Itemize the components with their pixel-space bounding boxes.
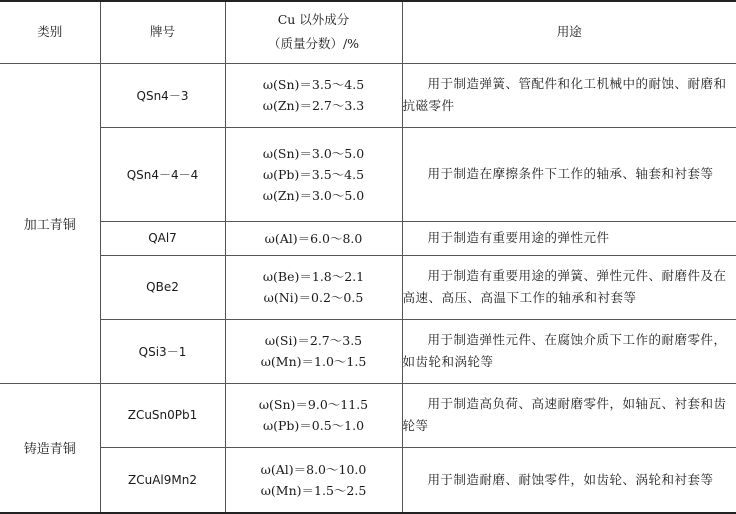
- composition-line: ω(Mn)＝1.5～2.5: [260, 482, 367, 498]
- use-cell: 用于制造弹簧、管配件和化工机械中的耐蚀、耐磨和抗磁零件: [402, 63, 736, 127]
- composition-cell: [225, 319, 402, 383]
- grade-cell: QAl7: [100, 221, 225, 255]
- header-composition: [225, 1, 402, 63]
- composition-line: ω(Zn)＝2.7～3.3: [262, 98, 365, 113]
- table-row: [0, 221, 736, 255]
- grade-cell: QSi3－1: [100, 319, 225, 383]
- header-composition-line2: （质量分数）/%: [267, 36, 360, 52]
- category-cell: 加工青铜: [0, 63, 100, 383]
- grade-cell: QSn4－4－4: [100, 127, 225, 221]
- grade-cell: QSn4－3: [100, 63, 225, 127]
- composition-cell: [225, 383, 402, 447]
- composition-line: ω(Pb)＝0.5～1.0: [262, 418, 365, 433]
- header-row: [0, 1, 736, 63]
- composition-line: ω(Zn)＝3.0～5.0: [262, 187, 365, 203]
- grade-cell: QBe2: [100, 255, 225, 319]
- composition-line: ω(Al)＝6.0～8.0: [264, 230, 363, 246]
- composition-cell: [225, 127, 402, 221]
- header-category: 类别: [0, 1, 100, 63]
- composition-line: ω(Sn)＝9.0～11.5: [258, 397, 369, 412]
- table-row: [0, 255, 736, 319]
- use-cell: 用于制造耐磨、耐蚀零件，如齿轮、涡轮和衬套等: [402, 447, 736, 513]
- composition-line: ω(Mn)＝1.0～1.5: [260, 354, 367, 369]
- use-cell: 用于制造有重要用途的弹簧、弹性元件、耐磨件及在高速、高压、高温下工作的轴承和衬套等: [402, 255, 736, 319]
- composition-cell: [225, 63, 402, 127]
- composition-cell: [225, 447, 402, 513]
- use-cell: 用于制造高负荷、高速耐磨零件，如轴瓦、衬套和齿轮等: [402, 383, 736, 447]
- composition-cell: [225, 255, 402, 319]
- composition-line: ω(Pb)＝3.5～4.5: [262, 166, 365, 182]
- table-row: [0, 319, 736, 383]
- header-composition-line1: Cu 以外成分: [277, 12, 350, 28]
- composition-line: ω(Sn)＝3.0～5.0: [262, 145, 365, 161]
- table-row: [0, 127, 736, 221]
- composition-line: ω(Be)＝1.8～2.1: [262, 269, 365, 284]
- use-cell: 用于制造有重要用途的弹性元件: [402, 221, 736, 255]
- table-row: [0, 383, 736, 447]
- composition-line: ω(Al)＝8.0～10.0: [260, 461, 367, 477]
- category-cell: 铸造青铜: [0, 383, 100, 513]
- use-cell: 用于制造在摩擦条件下工作的轴承、轴套和衬套等: [402, 127, 736, 221]
- header-use: 用途: [402, 1, 736, 63]
- table-row: [0, 447, 736, 513]
- grade-cell: ZCuAl9Mn2: [100, 447, 225, 513]
- header-grade: 牌号: [100, 1, 225, 63]
- composition-line: ω(Si)＝2.7～3.5: [264, 333, 363, 348]
- table-row: [0, 63, 736, 127]
- composition-line: ω(Ni)＝0.2～0.5: [263, 290, 364, 305]
- composition-cell: [225, 221, 402, 255]
- composition-line: ω(Sn)＝3.5～4.5: [262, 77, 365, 92]
- use-cell: 用于制造弹性元件、在腐蚀介质下工作的耐磨零件，如齿轮和涡轮等: [402, 319, 736, 383]
- grade-cell: ZCuSn0Pb1: [100, 383, 225, 447]
